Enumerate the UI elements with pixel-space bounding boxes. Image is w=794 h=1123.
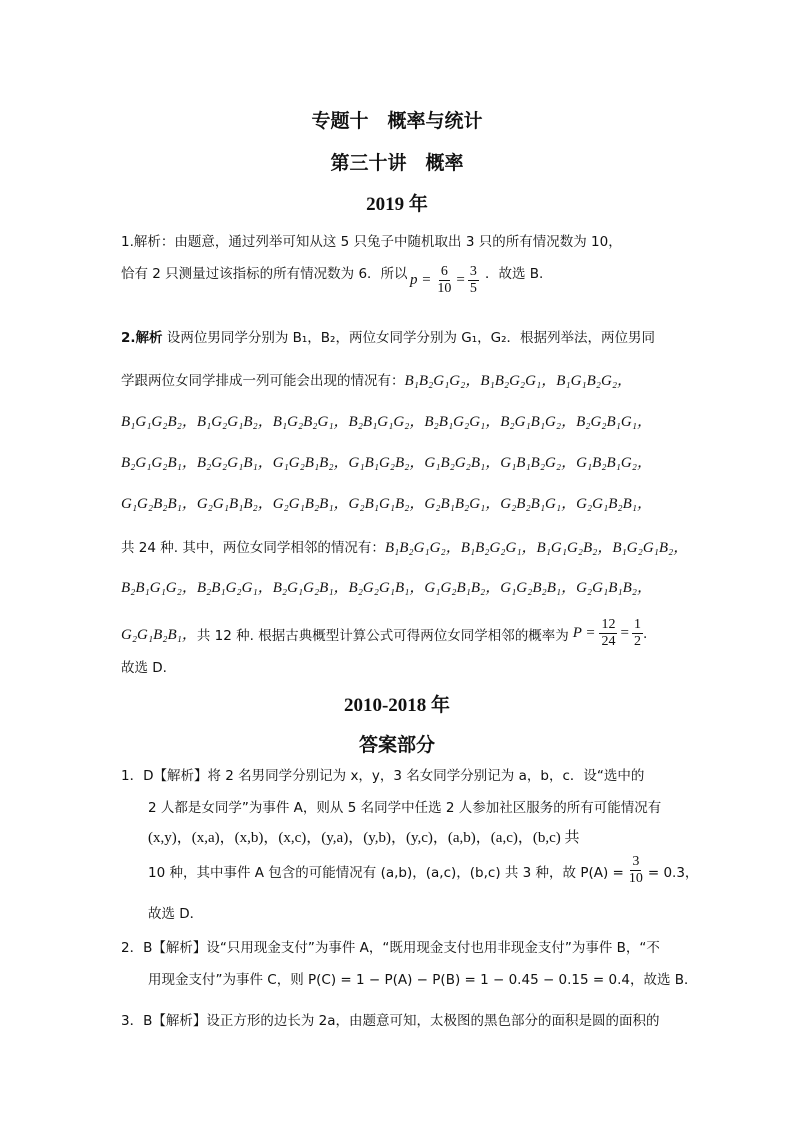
q2019-1-line1: 1.解析：由题意，通过列举可知从这 5 只兔子中随机取出 3 只的所有情况数为 10， — [121, 234, 622, 250]
q2019-2-line2-text: 学跟两位女同学排成一列可能会出现的情况有： — [121, 373, 405, 389]
q2019-2-line1-text: 设两位男同学分别为 B₁，B₂，两位女同学分别为 G₁，G₂．根据列举法，两位男同 — [166, 330, 656, 346]
fraction — [599, 617, 617, 650]
p-symbol: p = — [410, 272, 432, 288]
numerator: 3 — [469, 264, 477, 279]
answer-1-line4-tail: = 0.3， — [647, 864, 699, 881]
equals-sign: = — [456, 272, 465, 288]
equals-sign: = — [620, 625, 629, 641]
adjacent-line-7: B₂B₁G₁G₂，B₂B₁G₂G₁，B₂G₁G₂B₁，B₂G₂G₁B₁，G₁G₂B₁B₂，G₁G₂B₂B₁，G₂G₁B₁B₂， — [121, 580, 652, 596]
answer-1-line4-text: 10 种，其中事件 A 包含的可能情况有 (a,b)，(a,c)，(b,c) 共 3 种，故 P(A) = — [148, 864, 624, 881]
period: . — [642, 625, 648, 642]
answer-3-line1: 3．B【解析】设正方形的边长为 2a，由题意可知，太极图的黑色部分的面积是圆的面积的 — [121, 1013, 660, 1029]
answer-1-line1: 1．D【解析】将 2 名男同学分别记为 x，y，3 名女同学分别记为 a，b，c．设“选中的 — [121, 768, 645, 784]
fraction — [468, 264, 479, 297]
year-heading-2010-2018: 2010-2018 年 — [343, 695, 451, 716]
answer-1-line4 — [148, 854, 698, 887]
fraction — [435, 264, 453, 297]
denominator: 5 — [469, 281, 477, 296]
analysis-label: 2.解析 — [121, 330, 163, 346]
year-heading-2019: 2019 年 — [366, 194, 428, 215]
denominator: 10 — [437, 281, 452, 296]
answer-2-line1: 2．B【解析】设“只用现金支付”为事件 A，“既用现金支付也用非现金支付”为事件 B，“不 — [121, 940, 660, 956]
q2019-2-conclusion: 故选 D. — [121, 660, 167, 676]
lecture-heading: 第三十讲 概率 — [330, 152, 464, 174]
fraction — [627, 854, 645, 887]
adjacent-sequence: B₁B₂G₁G₂，B₁B₂G₂G₁，B₁G₁G₂B₂，B₁G₂G₁B₂， — [384, 540, 689, 556]
arrangement-line-5: G₁G₂B₂B₁，G₂G₁B₁B₂，G₂G₁B₂B₁，G₂B₁G₁B₂，G₂B₁B₂G₁，G₂B₂B₁G₁，G₂G₁B₂B₁， — [121, 496, 652, 512]
arrangement-line-3: B₁G₁G₂B₂，B₁G₂G₁B₂，B₁G₂B₂G₁，B₂B₁G₁G₂，B₂B₁G₂G₁，B₂G₁B₁G₂，B₂G₂B₁G₁， — [121, 414, 652, 430]
q2019-2-line1 — [121, 326, 655, 346]
answer-1-pairs: (x,y)，(x,a)，(x,b)，(x,c)，(y,a)，(y,b)，(y,c)，(a,b)，(a,c)，(b,c) 共 — [148, 830, 580, 846]
arrangement-sequence: B₁B₂G₁G₂，B₁B₂G₂G₁，B₁G₁B₂G₂， — [404, 373, 633, 389]
denominator: 2 — [633, 634, 641, 649]
topic-heading: 专题十 概率与统计 — [311, 110, 483, 132]
denominator: 10 — [628, 871, 643, 886]
q2019-2-line6-text: 共 24 种. 其中，两位女同学相邻的情况有： — [121, 540, 385, 556]
answer-1-line2: 2 人都是女同学”为事件 A，则从 5 名同学中任选 2 人参加社区服务的所有可能情况有 — [148, 800, 662, 816]
arrangement-line-4: B₂G₁G₂B₁，B₂G₂G₁B₁，G₁G₂B₁B₂，G₁B₁G₂B₂，G₁B₂G₂B₁，G₁B₁B₂G₂，G₁B₂B₁G₂， — [121, 455, 652, 471]
q2019-2-line8-text: 共 12 种. 根据古典概型计算公式可得两位女同学相邻的概率为 — [196, 627, 569, 644]
q2019-2-line2 — [121, 369, 632, 390]
q2019-1-line2: 恰有 2 只测量过该指标的所有情况数为 6．所以 — [121, 266, 408, 282]
fraction — [632, 617, 643, 650]
numerator: 12 — [601, 617, 616, 632]
answer-2-line2: 用现金支付”为事件 C，则 P(C) = 1 − P(A) − P(B) = 1 − 0.45 − 0.15 = 0.4，故选 B． — [148, 972, 698, 988]
numerator: 3 — [632, 854, 640, 869]
numerator: 6 — [440, 264, 448, 279]
numerator: 1 — [633, 617, 641, 632]
P-symbol: P = — [572, 625, 596, 641]
answers-heading: 答案部分 — [358, 734, 435, 756]
q2019-1-tail: ．故选 B. — [485, 266, 544, 282]
answer-1-conclusion: 故选 D． — [148, 906, 204, 922]
q2019-1-formula — [410, 264, 479, 297]
adjacent-sequence-end: G₂G₁B₂B₁， — [121, 627, 197, 643]
denominator: 24 — [601, 634, 616, 649]
q2019-2-line8 — [121, 617, 647, 650]
q2019-2-line6 — [121, 536, 688, 557]
